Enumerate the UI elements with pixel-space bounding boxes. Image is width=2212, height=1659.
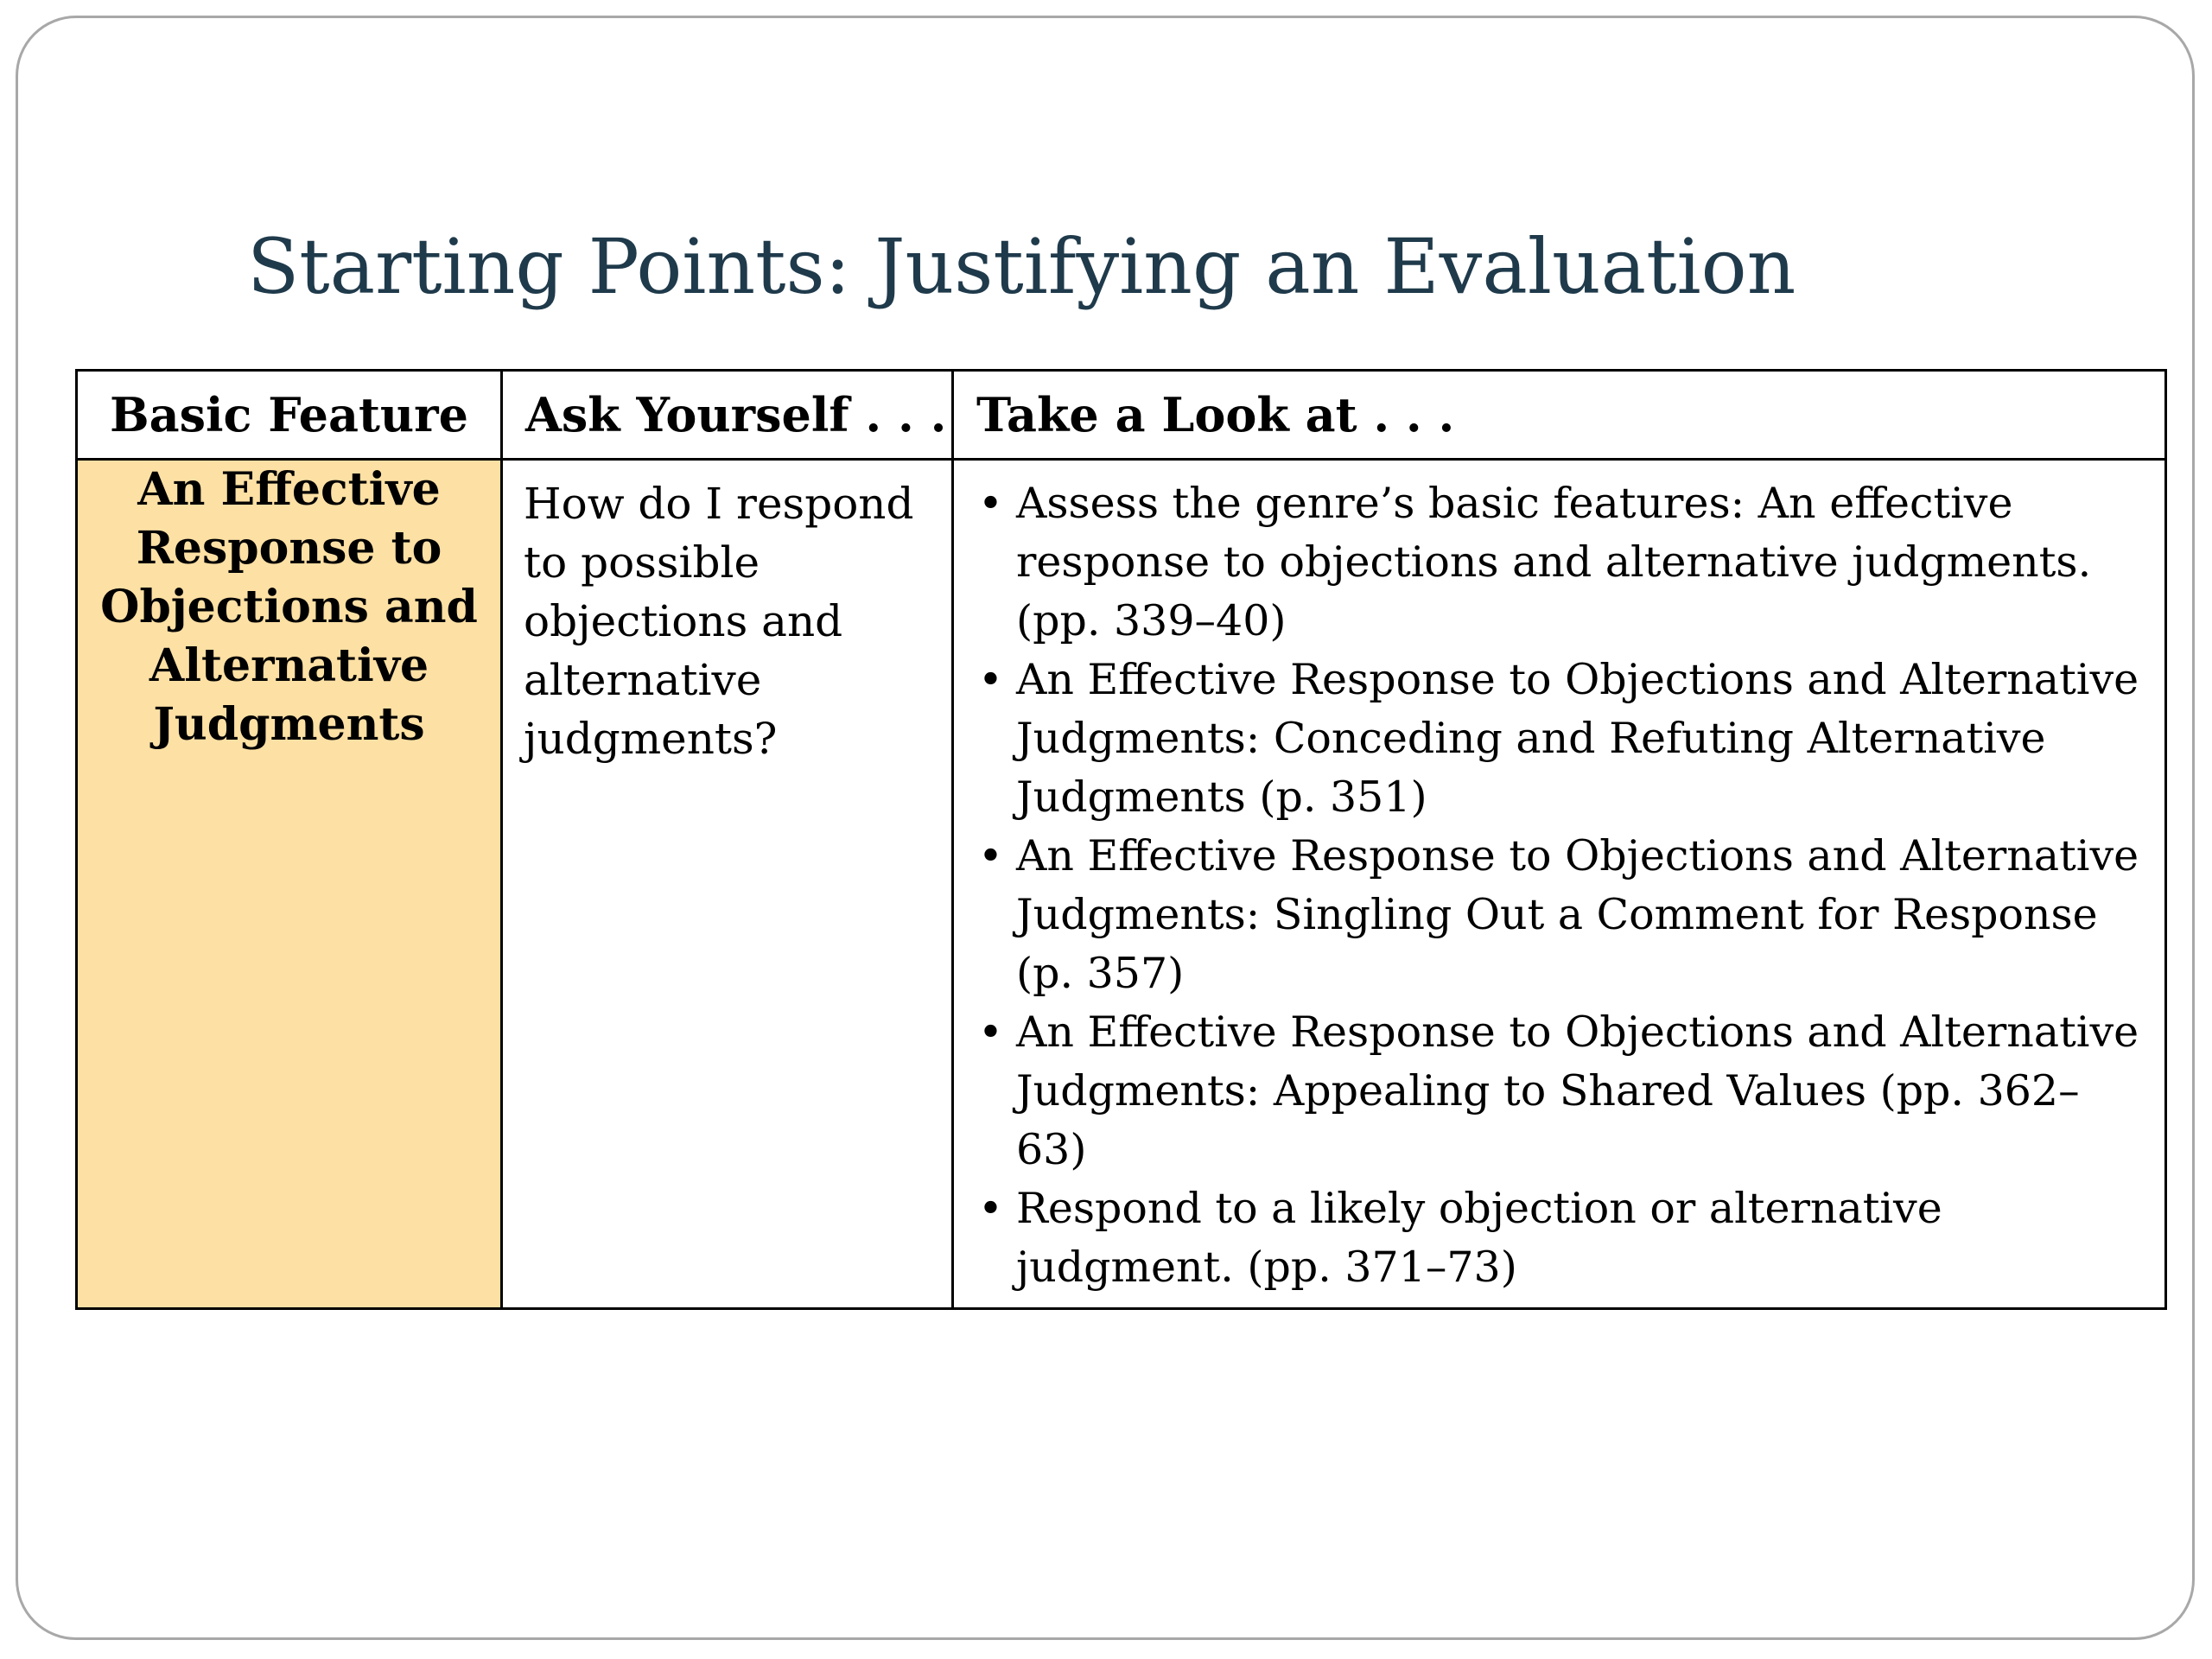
- table-row: [77, 460, 2166, 1309]
- take-a-look-cell: [953, 460, 2166, 1309]
- list-item: • An Effective Response to Objections and Alternative Judgments: Conceding and Refuting Alternative Judgments (p. 351): [975, 651, 2144, 827]
- list-item: • An Effective Response to Objections and Alternative Judgments: Singling Out a Comment for Response (p. 357): [975, 827, 2144, 1003]
- slide-title: Starting Points: Justifying an Evaluation: [247, 222, 1796, 311]
- basic-feature-cell: An Effective Response to Objections and Alternative Judgments: [77, 460, 502, 1309]
- ask-yourself-cell: How do I respond to possible objections and alternative judgments?: [502, 460, 953, 1309]
- header-ask-yourself: Ask Yourself . . .: [502, 371, 953, 460]
- header-row: [77, 371, 2166, 460]
- reference-list: [975, 474, 2144, 1297]
- features-table: [75, 369, 2167, 1310]
- list-item: • An Effective Response to Objections and Alternative Judgments: Appealing to Shared Values (pp. 362–63): [975, 1003, 2144, 1179]
- slide: [16, 16, 2195, 1640]
- list-item: • Respond to a likely objection or alternative judgment. (pp. 371–73): [975, 1179, 2144, 1297]
- header-take-a-look: Take a Look at . . .: [953, 371, 2166, 460]
- list-item: • Assess the genre’s basic features: An effective response to objections and alternative judgments. (pp. 339–40): [975, 474, 2144, 651]
- header-basic-feature: Basic Feature: [77, 371, 502, 460]
